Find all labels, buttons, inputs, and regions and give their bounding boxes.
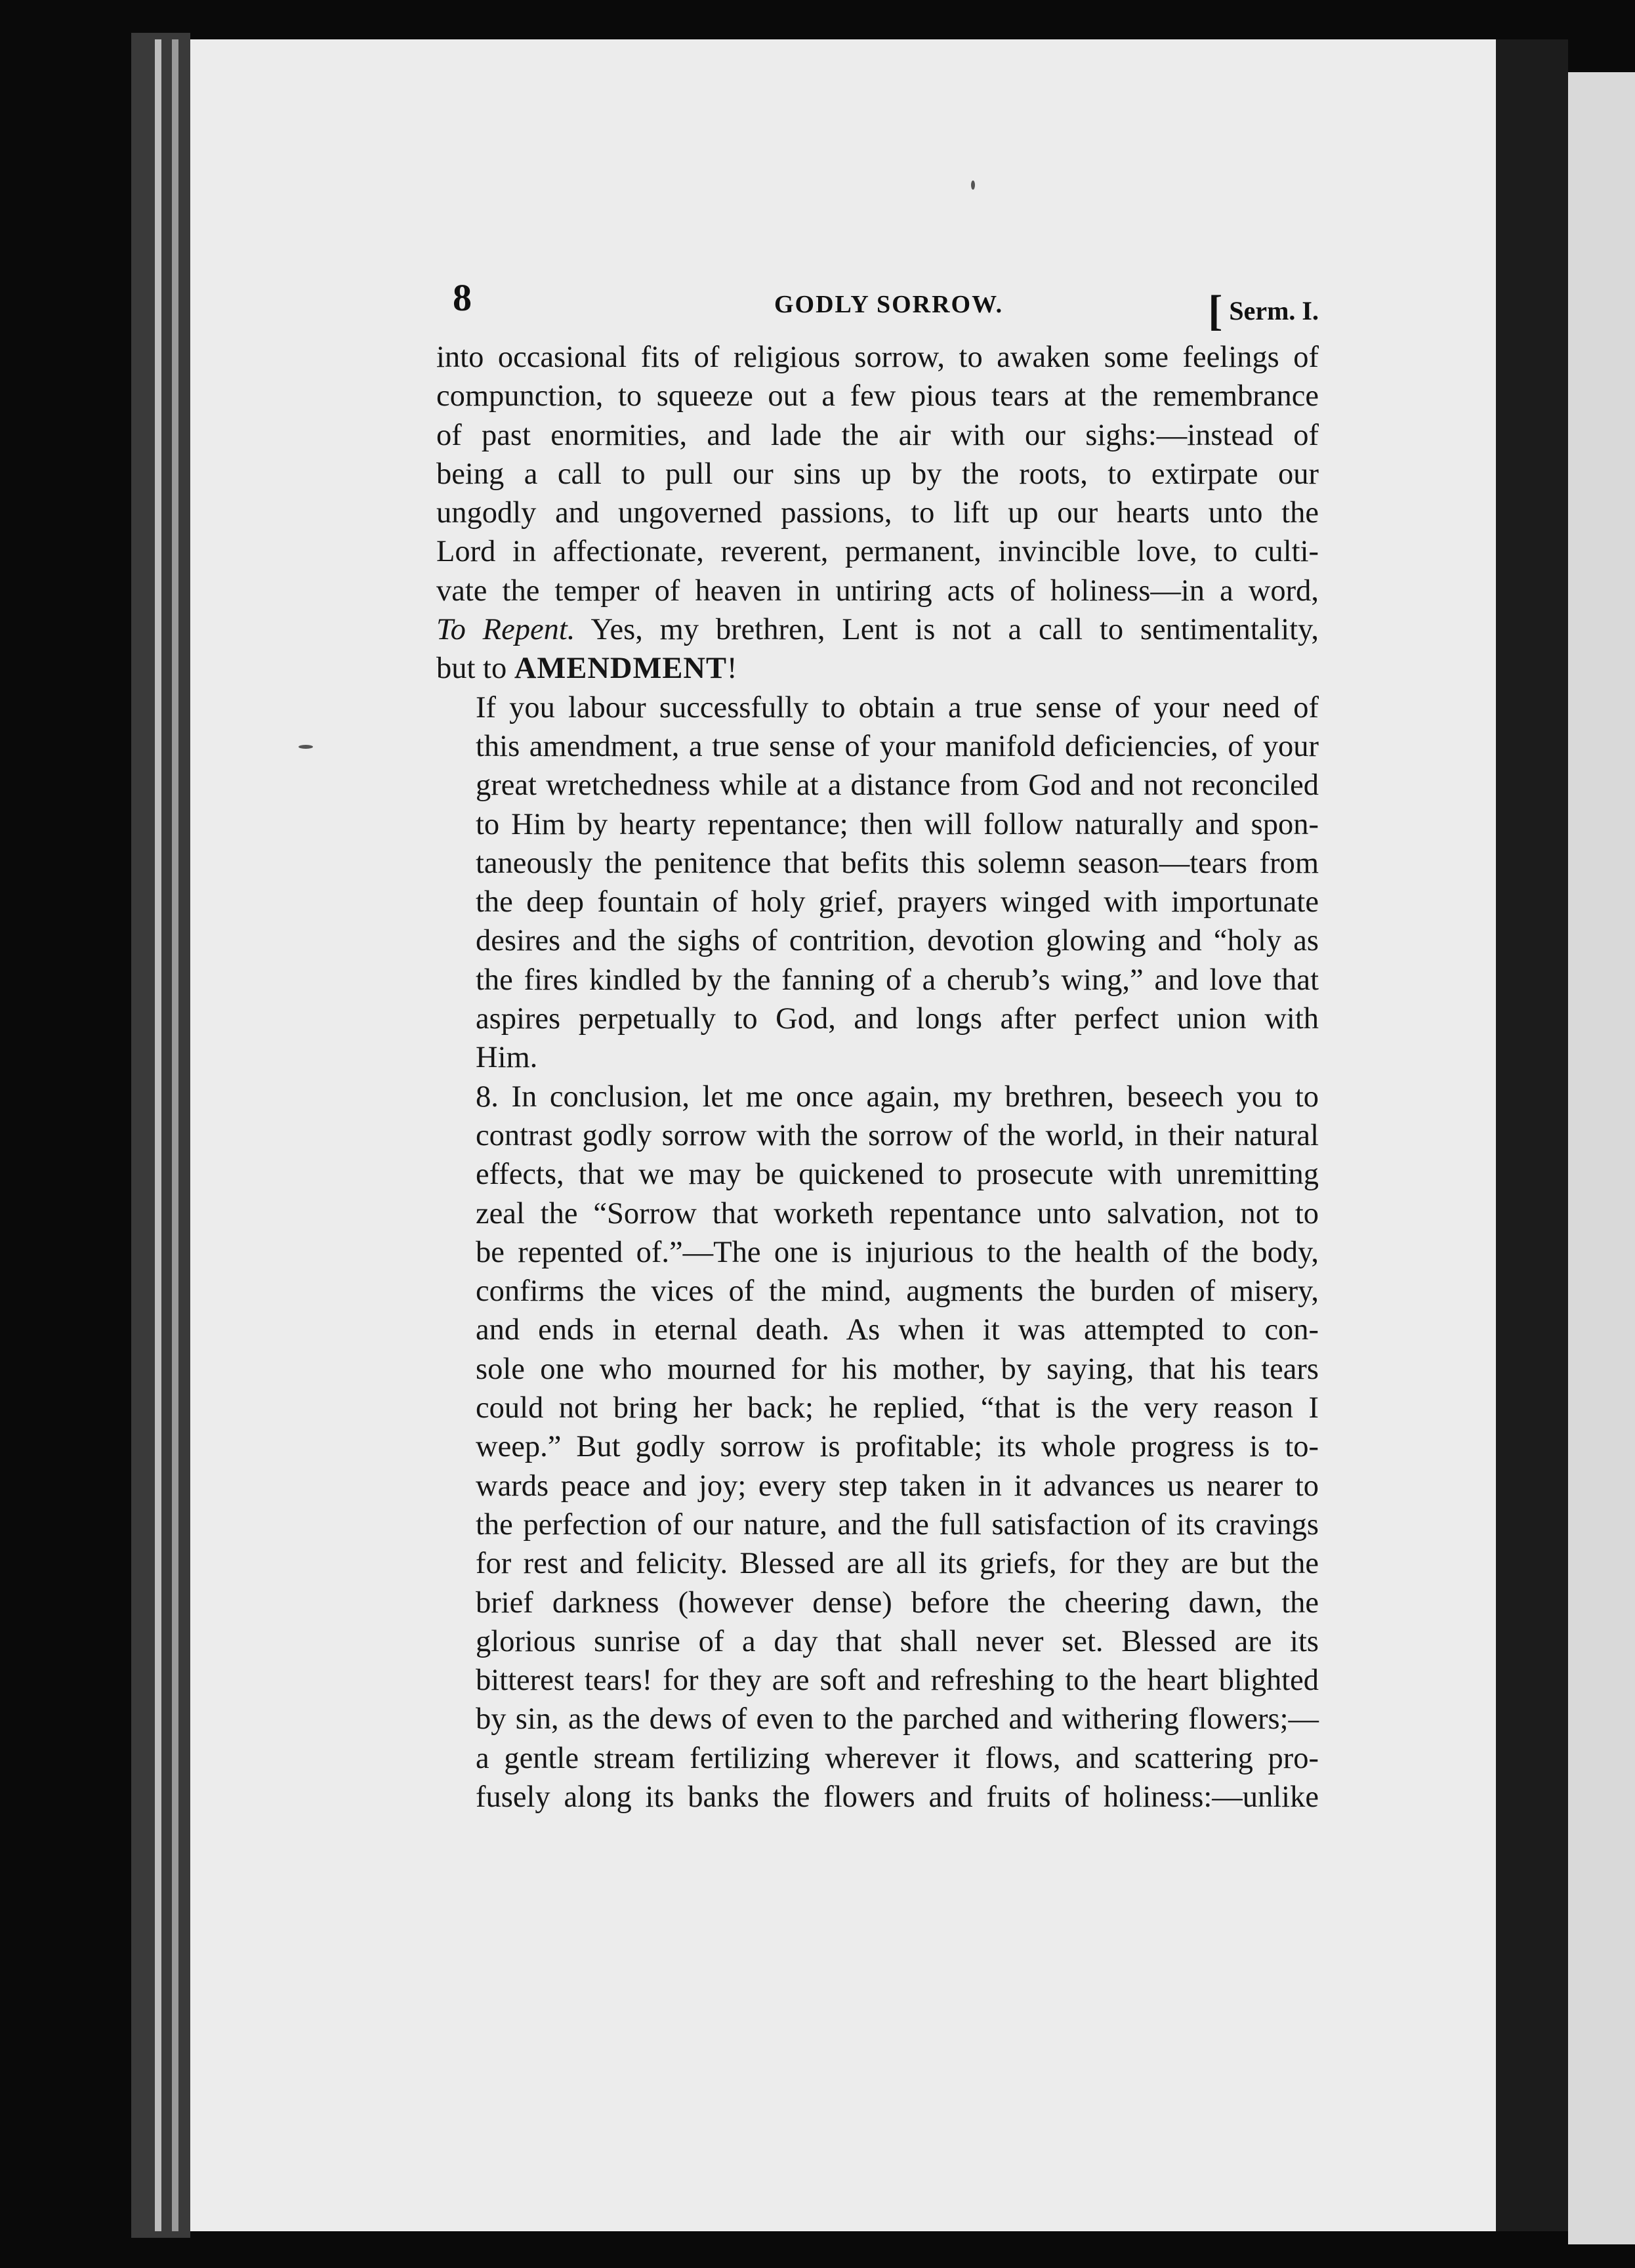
gutter-shadow: [1496, 39, 1568, 2231]
text-line: To Repent. Yes, my brethren, Lent is not a call to sentimentality,: [436, 613, 1319, 647]
text-line: great wretchedness while at a distance from God and not reconciled: [476, 768, 1319, 803]
text-line: vate the temper of heaven in untiring acts of holiness—in a word,: [436, 574, 1319, 608]
paragraph-1: [436, 338, 1319, 688]
text-line: this amendment, a true sense of your manifold deficiencies, of your: [476, 729, 1319, 763]
text-line: Lord in affectionate, reverent, permanent, invincible love, to culti-: [436, 535, 1319, 569]
text-line: zeal the “Sorrow that worketh repentance unto salvation, not to: [476, 1196, 1319, 1230]
text-line: sole one who mourned for his mother, by saying, that his tears: [476, 1352, 1319, 1386]
text-line: fusely along its banks the flowers and fruits of holiness:—unlike: [476, 1780, 1319, 1814]
adjacent-page-edge: [1568, 72, 1635, 2244]
text-line: effects, that we may be quickened to prosecute with unremitting: [476, 1158, 1319, 1192]
text-line: being a call to pull our sins up by the roots, to extirpate our: [436, 457, 1319, 491]
page-edge-line: [172, 39, 178, 2231]
text-line: a gentle stream fertilizing wherever it flows, and scattering pro-: [476, 1741, 1319, 1775]
scan-speck: [971, 180, 975, 190]
text-line: to Him by hearty repentance; then will follow naturally and spon-: [476, 807, 1319, 841]
text-line: wards peace and joy; every step taken in it advances us nearer to: [476, 1469, 1319, 1503]
text-line: taneously the penitence that befits this solemn season—tears from: [476, 846, 1319, 880]
text-line: of past enormities, and lade the air with our sighs:—instead of: [436, 418, 1319, 452]
paragraph-3: [436, 1078, 1319, 1817]
running-title: GODLY SORROW.: [774, 291, 1004, 318]
text-line: aspires perpetually to God, and longs after perfect union with: [476, 1002, 1319, 1036]
text-line: the perfection of our nature, and the full satisfaction of its cravings: [476, 1507, 1319, 1542]
text-line: could not bring her back; he replied, “that is the very reason I: [476, 1391, 1319, 1425]
scan-speck: [299, 745, 313, 749]
text-line: compunction, to squeeze out a few pious tears at the remembrance: [436, 379, 1319, 413]
text-line: the deep fountain of holy grief, prayers winged with importunate: [476, 885, 1319, 919]
text-line: contrast godly sorrow with the sorrow of the world, in their natural: [476, 1118, 1319, 1152]
text-line: weep.” But godly sorrow is profitable; its whole progress is to-: [476, 1430, 1319, 1464]
sermon-reference: [ Serm. I.: [1208, 287, 1319, 335]
text-line: If you labour successfully to obtain a true sense of your need of: [476, 690, 1319, 724]
text-line: confirms the vices of the mind, augments the burden of misery,: [476, 1274, 1319, 1309]
text-line: and ends in eternal death. As when it was attempted to con-: [476, 1313, 1319, 1347]
text-line: brief darkness (however dense) before the cheering dawn, the: [476, 1586, 1319, 1620]
page-header: [453, 276, 1319, 335]
text-line: be repented of.”—The one is injurious to the health of the body,: [476, 1235, 1319, 1269]
italic-phrase: To Repent.: [436, 613, 575, 647]
text-line: for rest and felicity. Blessed are all its griefs, for they are but the: [476, 1547, 1319, 1581]
text-line: the fires kindled by the fanning of a cherub’s wing,” and love that: [476, 963, 1319, 997]
text-line: Him.: [476, 1041, 538, 1075]
text-line: by sin, as the dews of even to the parched and withering flowers;—: [476, 1702, 1319, 1736]
body-text: [436, 338, 1319, 1816]
text-line: ungodly and ungoverned passions, to lift up our hearts unto the: [436, 496, 1319, 530]
text-line: desires and the sighs of contrition, devotion glowing and “holy as: [476, 924, 1319, 958]
text-line: 8. In conclusion, let me once again, my brethren, beseech you to: [476, 1080, 1319, 1114]
page-edge-line: [155, 39, 161, 2231]
page-number: 8: [453, 276, 472, 319]
paragraph-2: [436, 688, 1319, 1078]
text-line: into occasional fits of religious sorrow, to awaken some feelings of: [436, 341, 1319, 374]
text-line: bitterest tears! for they are soft and refreshing to the heart blighted: [476, 1664, 1319, 1698]
text-line: glorious sunrise of a day that shall never set. Blessed are its: [476, 1624, 1319, 1658]
text-line: but to AMENDMENT!: [436, 652, 737, 686]
small-caps-word: AMENDMENT: [514, 652, 727, 686]
